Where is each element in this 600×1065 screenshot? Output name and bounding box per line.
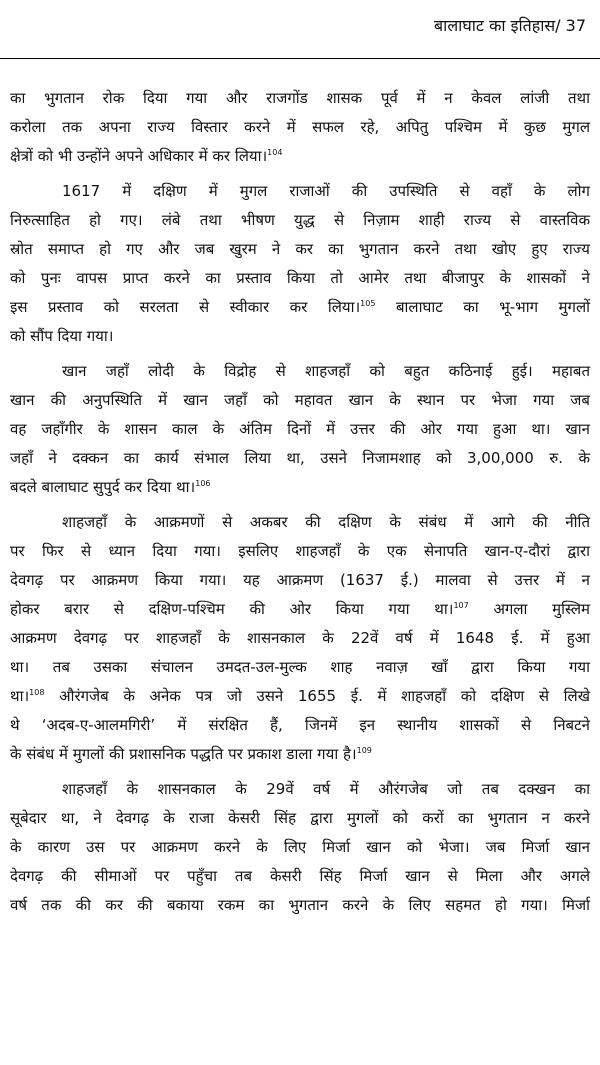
text-line: सूबेदार था, ने देवगढ़ के राजा केसरी सिंह द्वारा मुगलों को करों का भुगतान न करने [10, 809, 590, 827]
text-fragment: के संबंध में मुगलों की प्रशासनिक पद्धति पर प्रकाश डाला गया है। [10, 745, 357, 763]
text-fragment: औरंगजेब के अनेक पत्र जो उसने 1655 ई. में शाहजहाँ को दक्षिण से लिखे [59, 687, 590, 705]
text-fragment: इस प्रस्ताव को सरलता से स्वीकार कर लिया। [10, 298, 361, 316]
text-line: जहाँ ने दक्कन का कार्य संभाल लिया था, उसने निजामशाह को 3,00,000 रु. के [10, 449, 590, 467]
text-line: स्रोत समाप्त हो गए और जब खुरम ने कर का भुगतान करने तथा खोए हुए राज्य [10, 240, 590, 258]
text-line: का भुगतान रोक दिया गया और राजगोंड शासक पूर्व में न केवल लांजी तथा [10, 89, 590, 107]
text-line: के कारण उस पर आक्रमण करने के लिए मिर्जा खान को भेजा। जब मिर्जा खान [10, 838, 590, 856]
text-line: को पुनः वापस प्राप्त करने का प्रस्ताव किया तो आमेर तथा बीजापुर के शासकों ने [10, 269, 590, 287]
footnote-ref-108[interactable]: 108 [29, 688, 45, 697]
paragraph-4 [10, 508, 590, 769]
paragraph-3 [10, 357, 590, 502]
text-line: खान की अनुपस्थिति में खान जहाँ को महावत खान के स्थान पर भेजा गया जब [10, 391, 590, 409]
text-line: वर्ष तक की कर की बकाया रकम का भुगतान करने के लिए सहमत हो गया। मिर्जा [10, 896, 590, 914]
paragraph-2 [10, 177, 590, 351]
text-line: आक्रमण देवगढ़ पर शाहजहाँ के शासनकाल के 22वें वर्ष में 1648 ई. में हुआ [10, 629, 590, 647]
text-fragment: बालाघाट का भू-भाग मुगलों [395, 298, 590, 316]
paragraph-5 [10, 775, 590, 920]
text-fragment: अगला मुस्लिम [493, 600, 590, 618]
text-line: को सौंप दिया गया। [10, 327, 114, 345]
footnote-ref-104[interactable]: 104 [267, 148, 283, 157]
page-header: बालाघाट का इतिहास/ 37 [434, 16, 586, 35]
text-line: थे ‘अदब-ए-आलमगिरी’ में संरक्षित हैं, जिनमें इन स्थानीय शासकों से निबटने [10, 716, 590, 734]
footnote-ref-109[interactable]: 109 [356, 746, 372, 755]
text-fragment: क्षेत्रों को भी उन्होंने अपने अधिकार में कर लिया। [10, 147, 268, 165]
text-line [10, 293, 590, 322]
text-fragment: था। [10, 687, 30, 705]
text-line: शाहजहाँ के आक्रमणों से अकबर की दक्षिण के संबंध में आगे की नीति [62, 513, 590, 531]
text-line [10, 473, 590, 502]
text-line: देवगढ़ की सीमाओं पर पहुँचा तब केसरी सिंह मिर्जा खान से मिला और अगले [10, 867, 590, 885]
header-rule [0, 58, 600, 59]
text-line [10, 595, 590, 624]
text-line: करोला तक अपना राज्य विस्तार करने में सफल रहे, अपितु पश्चिम में कुछ मुगल [10, 118, 590, 136]
text-line: वह जहाँगीर के शासन काल के अंतिम दिनों में उत्तर की ओर गया हुआ था। खान [10, 420, 590, 438]
footnote-ref-107[interactable]: 107 [453, 601, 469, 610]
page-body [10, 84, 590, 920]
paragraph-1 [10, 84, 590, 171]
text-line [10, 682, 590, 711]
text-line: शाहजहाँ के शासनकाल के 29वें वर्ष में औरंगजेब जो तब दक्खन का [62, 780, 590, 798]
text-line: खान जहाँ लोदी के विद्रोह से शाहजहाँ को बहुत कठिनाई हुई। महाबत [62, 362, 590, 380]
text-line [10, 740, 590, 769]
text-line: था। तब उसका संचालन उमदत-उल-मुल्क शाह नवाज़ खाँ द्वारा किया गया [10, 658, 590, 676]
text-fragment: बदले बालाघाट सुपुर्द कर दिया था। [10, 478, 196, 496]
text-line: पर फिर से ध्यान दिया गया। इसलिए शाहजहाँ के एक सेनापति खान-ए-दौरां द्वारा [10, 542, 590, 560]
footnote-ref-106[interactable]: 106 [195, 479, 211, 488]
text-line: निरुत्साहित हो गए। लंबे तथा भीषण युद्ध से निज़ाम शाही राज्य से वास्तविक [10, 211, 590, 229]
text-line [10, 142, 590, 171]
footnote-ref-105[interactable]: 105 [360, 299, 376, 308]
text-fragment: होकर बरार से दक्षिण-पश्चिम की ओर किया गया था। [10, 600, 454, 618]
text-line: देवगढ़ पर आक्रमण किया गया। यह आक्रमण (1637 ई.) मालवा से उत्तर में न [10, 571, 590, 589]
text-line: 1617 में दक्षिण में मुगल राजाओं की उपस्थिति से वहाँ के लोग [62, 182, 590, 200]
